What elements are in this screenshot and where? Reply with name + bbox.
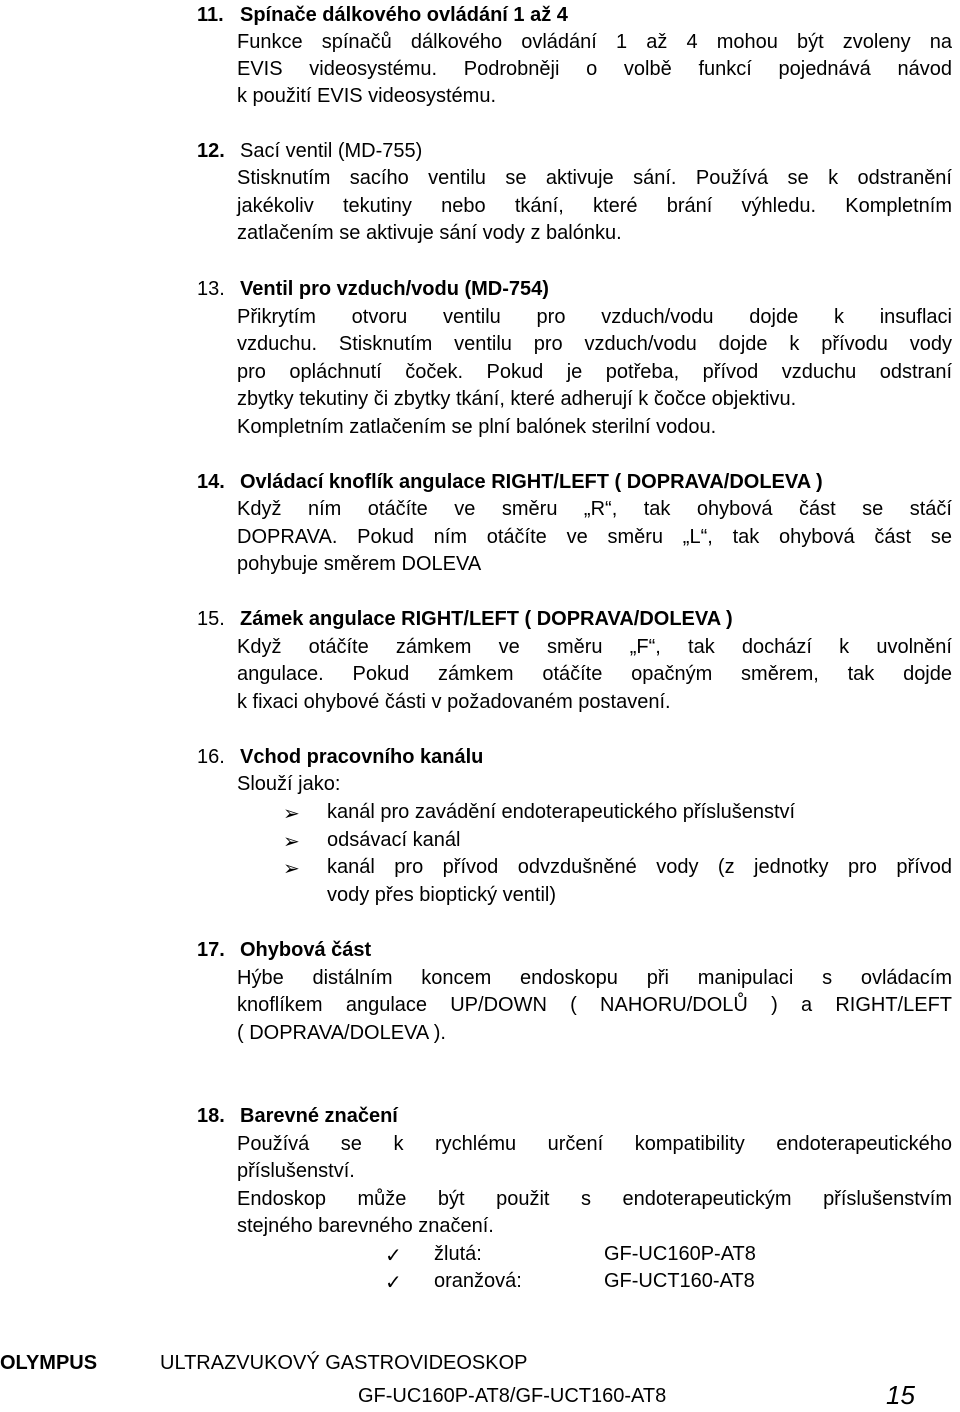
paragraph-line: Když otáčíte zámkem ve směru „F“, tak dochází k uvolnění xyxy=(237,636,952,658)
paragraph-line: jakékoliv tekutiny nebo tkání, které brání výhledu. Kompletním xyxy=(237,195,952,217)
section-number: 16. xyxy=(197,746,225,768)
paragraph-line: Stisknutím sacího ventilu se aktivuje sání. Používá se k odstranění xyxy=(237,167,952,189)
paragraph-line: EVIS videosystému. Podrobněji o volbě funkcí pojednává návod xyxy=(237,58,952,80)
footer-title: ULTRAZVUKOVÝ GASTROVIDEOSKOP xyxy=(160,1352,528,1374)
paragraph-line: Endoskop může být použit s endoterapeutickým příslušenstvím xyxy=(237,1188,952,1210)
paragraph-line: angulace. Pokud zámkem otáčíte opačným směrem, tak dojde xyxy=(237,663,952,685)
paragraph-line: knoflíkem angulace UP/DOWN ( NAHORU/DOLŮ ) a RIGHT/LEFT xyxy=(237,994,952,1016)
paragraph-line: zbytky tekutiny či zbytky tkání, které adherují k čočce objektivu. xyxy=(237,388,797,410)
list-item: kanál pro zavádění endoterapeutického příslušenství xyxy=(327,801,796,823)
section-title: Ovládací knoflík angulace RIGHT/LEFT ( DOPRAVA/DOLEVA ) xyxy=(240,471,823,493)
paragraph-line: k použití EVIS videosystému. xyxy=(237,85,497,107)
checkmark-icon: ✓ xyxy=(385,1245,402,1267)
section-title: Ohybová část xyxy=(240,939,372,961)
section-title: Vchod pracovního kanálu xyxy=(240,746,484,768)
paragraph-line: k fixaci ohybové části v požadovaném postavení. xyxy=(237,691,671,713)
paragraph-line: Když ním otáčíte ve směru „R“, tak ohybová část se stáčí xyxy=(237,498,952,520)
color-label: žlutá: xyxy=(434,1243,482,1265)
page-number: 15 xyxy=(886,1380,915,1410)
paragraph-line: Slouží jako: xyxy=(237,773,341,795)
checkmark-icon: ✓ xyxy=(385,1272,402,1294)
color-model: GF-UC160P-AT8 xyxy=(604,1243,756,1265)
section-title: Spínače dálkového ovládání 1 až 4 xyxy=(240,4,568,26)
arrowhead-icon: ➢ xyxy=(283,831,300,853)
section-number: 17. xyxy=(197,939,225,961)
color-model: GF-UCT160-AT8 xyxy=(604,1270,755,1292)
section-title: Sací ventil (MD-755) xyxy=(240,140,423,162)
section-number: 12. xyxy=(197,140,225,162)
section-title: Ventil pro vzduch/vodu (MD-754) xyxy=(240,278,549,300)
color-label: oranžová: xyxy=(434,1270,522,1292)
paragraph-line: vzduchu. Stisknutím ventilu pro vzduch/vodu dojde k přívodu vody xyxy=(237,333,952,355)
arrowhead-icon: ➢ xyxy=(283,803,300,825)
list-item: vody přes bioptický ventil) xyxy=(327,884,556,906)
paragraph-line: stejného barevného značení. xyxy=(237,1215,494,1237)
section-number: 18. xyxy=(197,1105,225,1127)
paragraph-line: DOPRAVA. Pokud ním otáčíte ve směru „L“, tak ohybová část se xyxy=(237,526,952,548)
section-title: Zámek angulace RIGHT/LEFT ( DOPRAVA/DOLEVA ) xyxy=(240,608,733,630)
paragraph-line: pro opláchnutí čoček. Pokud je potřeba, přívod vzduchu odstraní xyxy=(237,361,952,383)
paragraph-line: příslušenství. xyxy=(237,1160,355,1182)
paragraph-line: Funkce spínačů dálkového ovládání 1 až 4 mohou být zvoleny na xyxy=(237,31,952,53)
paragraph-line: zatlačením se aktivuje sání vody z balónku. xyxy=(237,222,622,244)
paragraph-line: pohybuje směrem DOLEVA xyxy=(237,553,482,575)
paragraph-line: Kompletním zatlačením se plní balónek sterilní vodou. xyxy=(237,416,717,438)
brand-name: OLYMPUS xyxy=(0,1352,98,1374)
section-number: 13. xyxy=(197,278,225,300)
list-item: kanál pro přívod odvzdušněné vody (z jednotky pro přívod xyxy=(327,856,952,878)
section-title: Barevné značení xyxy=(240,1105,398,1127)
paragraph-line: ( DOPRAVA/DOLEVA ). xyxy=(237,1022,446,1044)
paragraph-line: Přikrytím otvoru ventilu pro vzduch/vodu dojde k insuflaci xyxy=(237,306,952,328)
section-number: 15. xyxy=(197,608,225,630)
footer-model: GF-UC160P-AT8/GF-UCT160-AT8 xyxy=(358,1385,667,1407)
arrowhead-icon: ➢ xyxy=(283,858,300,880)
section-number: 11. xyxy=(197,4,224,26)
list-item: odsávací kanál xyxy=(327,829,461,851)
paragraph-line: Používá se k rychlému určení kompatibility endoterapeutického xyxy=(237,1133,952,1155)
section-number: 14. xyxy=(197,471,225,493)
paragraph-line: Hýbe distálním koncem endoskopu při manipulaci s ovládacím xyxy=(237,967,952,989)
